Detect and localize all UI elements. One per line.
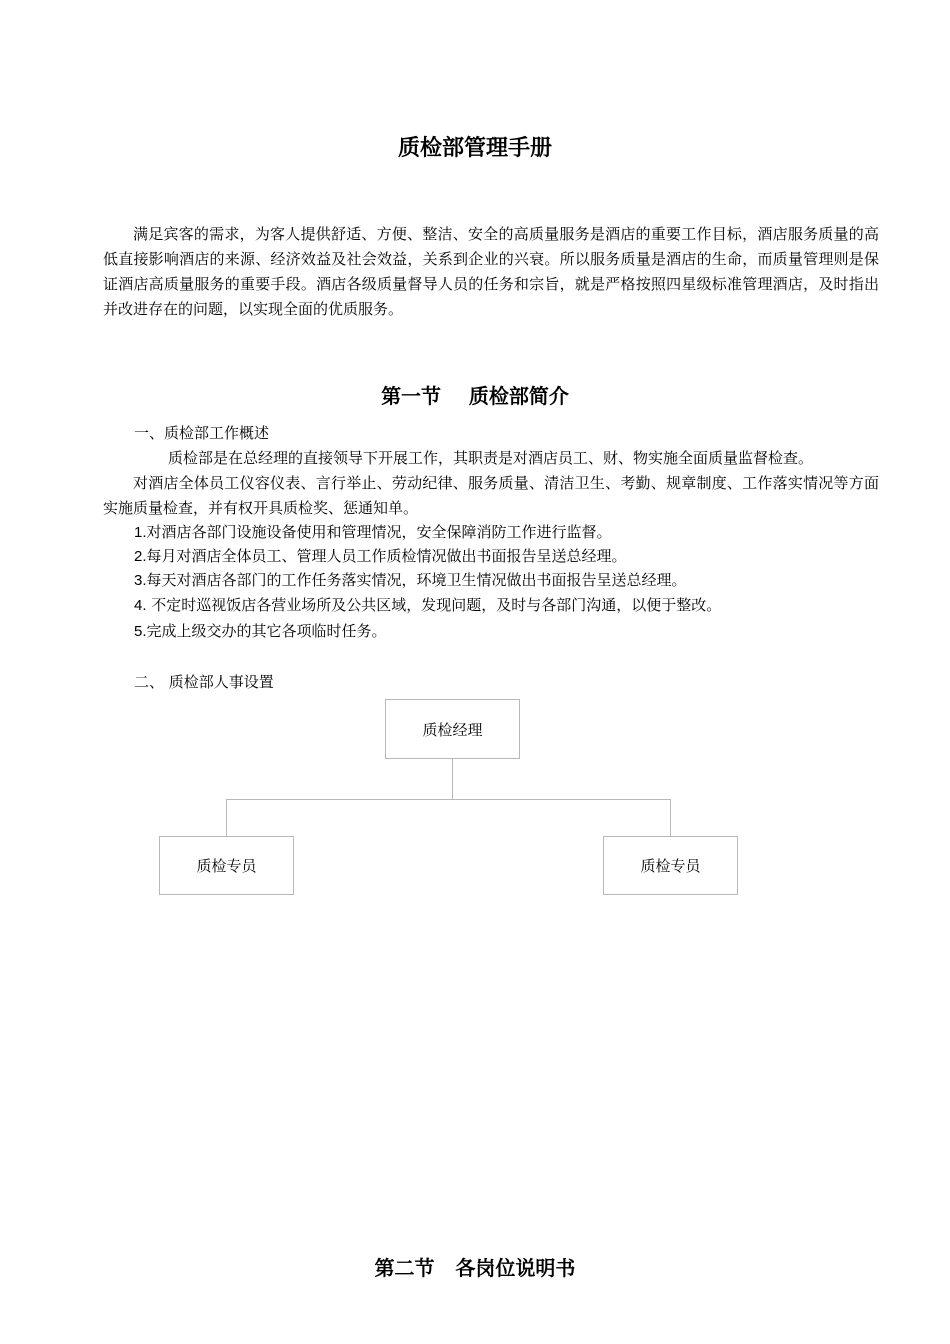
subsection-2-heading: 二、 质检部人事设置 <box>134 673 274 691</box>
page-title: 质检部管理手册 <box>397 135 552 161</box>
list-item: 2.每月对酒店全体员工、管理人员工作质检情况做出书面报告呈送总经理。 <box>134 547 627 565</box>
list-item: 3.每天对酒店各部门的工作任务落实情况，环境卫生情况做出书面报告呈送总经理。 <box>134 571 687 589</box>
overview-line-1: 质检部是在总经理的直接领导下开展工作，其职责是对酒店员工、财、物实施全面质量监督检查。 <box>168 449 814 467</box>
section-1-title: 第一节 质检部简介 <box>381 384 569 408</box>
list-item: 4. 不定时巡视饭店各营业场所及公共区域，发现问题，及时与各部门沟通，以便于整改。 <box>134 596 722 614</box>
org-node-specialist-right: 质检专员 <box>603 836 738 895</box>
intro-paragraph: 满足宾客的需求，为客人提供舒适、方便、整洁、安全的高质量服务是酒店的重要工作目标，酒店服务质量的高低直接影响酒店的来源、经济效益及社会效益，关系到企业的兴衰。所以服务质量是酒店的生命，而质量管理则是保证酒店高质量服务的重要手段。酒店各级质量督导人员的任务和宗旨，就是严格按照四星级标准管理酒店，及时指出并改进存在的问题，以实现全面的优质服务。 <box>103 225 879 318</box>
org-connector-right <box>670 799 671 837</box>
org-connector-vertical <box>452 759 453 799</box>
section-2-title: 第二节 各岗位说明书 <box>374 1256 576 1280</box>
overview-continuation: 对酒店全体员工仪容仪表、言行举止、劳动纪律、服务质量、清洁卫生、考勤、规章制度、工作落实情况等方面实施质量检查，并有权开具质检奖、惩通知单。 <box>103 474 879 517</box>
org-connector-left <box>226 799 227 837</box>
org-node-manager: 质检经理 <box>385 699 520 759</box>
subsection-1-heading: 一、质检部工作概述 <box>134 424 270 442</box>
org-connector-horizontal <box>226 799 671 800</box>
overview-paragraph <box>103 446 879 521</box>
list-item: 1.对酒店各部门设施设备使用和管理情况，安全保障消防工作进行监督。 <box>134 523 612 541</box>
list-item: 5.完成上级交办的其它各项临时任务。 <box>134 622 387 640</box>
org-node-specialist-left: 质检专员 <box>159 836 294 895</box>
